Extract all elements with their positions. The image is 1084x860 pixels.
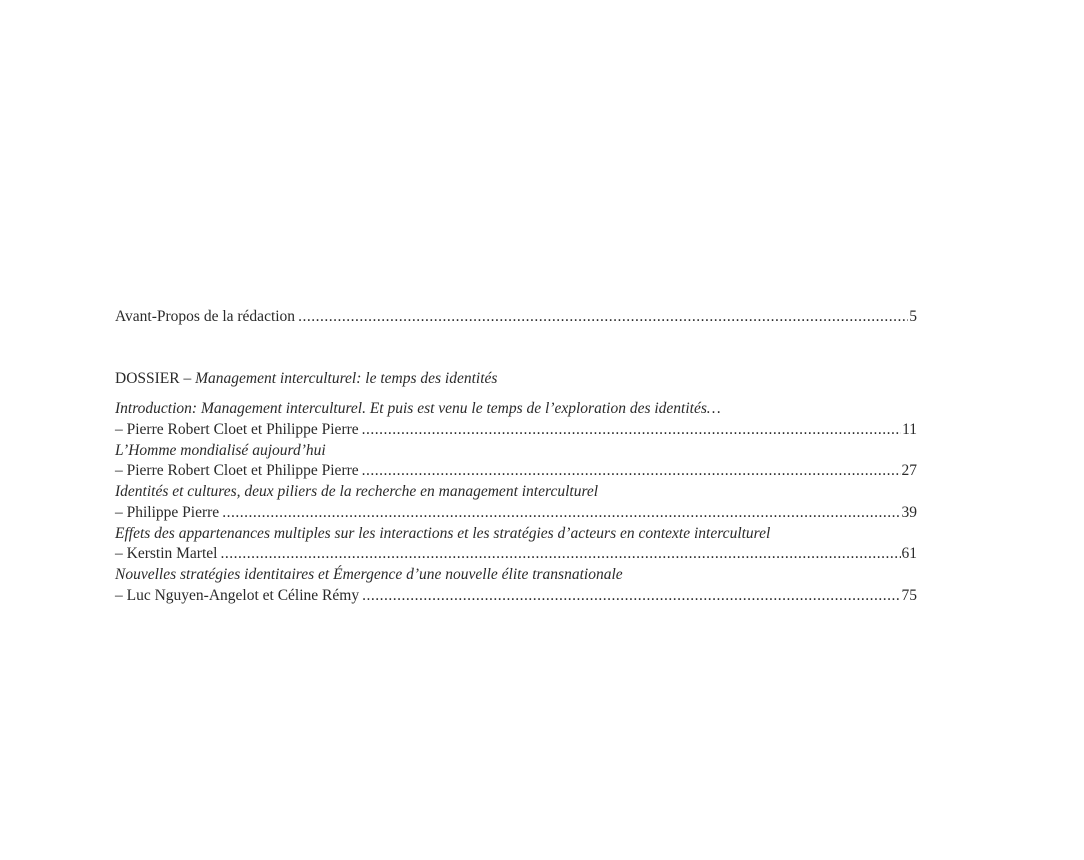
article-byline — [115, 420, 917, 441]
table-of-contents — [115, 307, 917, 606]
article-title: L’Homme mondialisé aujourd’hui — [115, 441, 326, 459]
article-authors: – Pierre Robert Cloet et Philippe Pierre — [115, 421, 359, 439]
article-authors: – Kerstin Martel — [115, 545, 218, 563]
toc-article[interactable] — [115, 482, 917, 523]
toc-article[interactable] — [115, 441, 917, 482]
toc-article[interactable] — [115, 399, 917, 440]
article-title: Introduction: Management interculturel. Et puis est venu le temps de l’exploration des identités… — [115, 400, 721, 418]
toc-entry-foreword[interactable] — [115, 307, 917, 328]
page-number: 61 — [901, 545, 917, 563]
page-number: 27 — [901, 462, 917, 480]
dot-leader — [298, 307, 908, 328]
article-authors: – Pierre Robert Cloet et Philippe Pierre — [115, 462, 359, 480]
dot-leader — [222, 503, 900, 524]
dot-leader — [220, 544, 900, 565]
article-title: Nouvelles stratégies identitaires et Émergence d’une nouvelle élite transnationale — [115, 565, 623, 583]
article-title: Effets des appartenances multiples sur les interactions et les stratégies d’acteurs en contexte interculturel — [115, 524, 771, 542]
toc-article[interactable] — [115, 524, 917, 565]
page-number: 75 — [901, 586, 917, 604]
foreword-label: Avant-Propos de la rédaction — [115, 308, 296, 325]
dot-leader — [362, 420, 901, 441]
page-number: 39 — [901, 503, 917, 521]
page-number: 5 — [909, 308, 917, 325]
dossier-theme: Management interculturel: le temps des identités — [195, 369, 498, 387]
article-byline — [115, 586, 917, 607]
dot-leader — [362, 586, 900, 607]
toc-article[interactable] — [115, 565, 917, 606]
article-byline — [115, 461, 917, 482]
dossier-prefix: DOSSIER – — [115, 369, 196, 387]
article-authors: – Philippe Pierre — [115, 503, 220, 521]
article-authors: – Luc Nguyen-Angelot et Céline Rémy — [115, 586, 360, 604]
article-byline — [115, 544, 917, 565]
dot-leader — [362, 461, 901, 482]
article-byline — [115, 503, 917, 524]
article-title: Identités et cultures, deux piliers de la recherche en management interculturel — [115, 483, 599, 501]
page-number: 11 — [902, 421, 917, 439]
dossier-heading — [115, 369, 917, 390]
